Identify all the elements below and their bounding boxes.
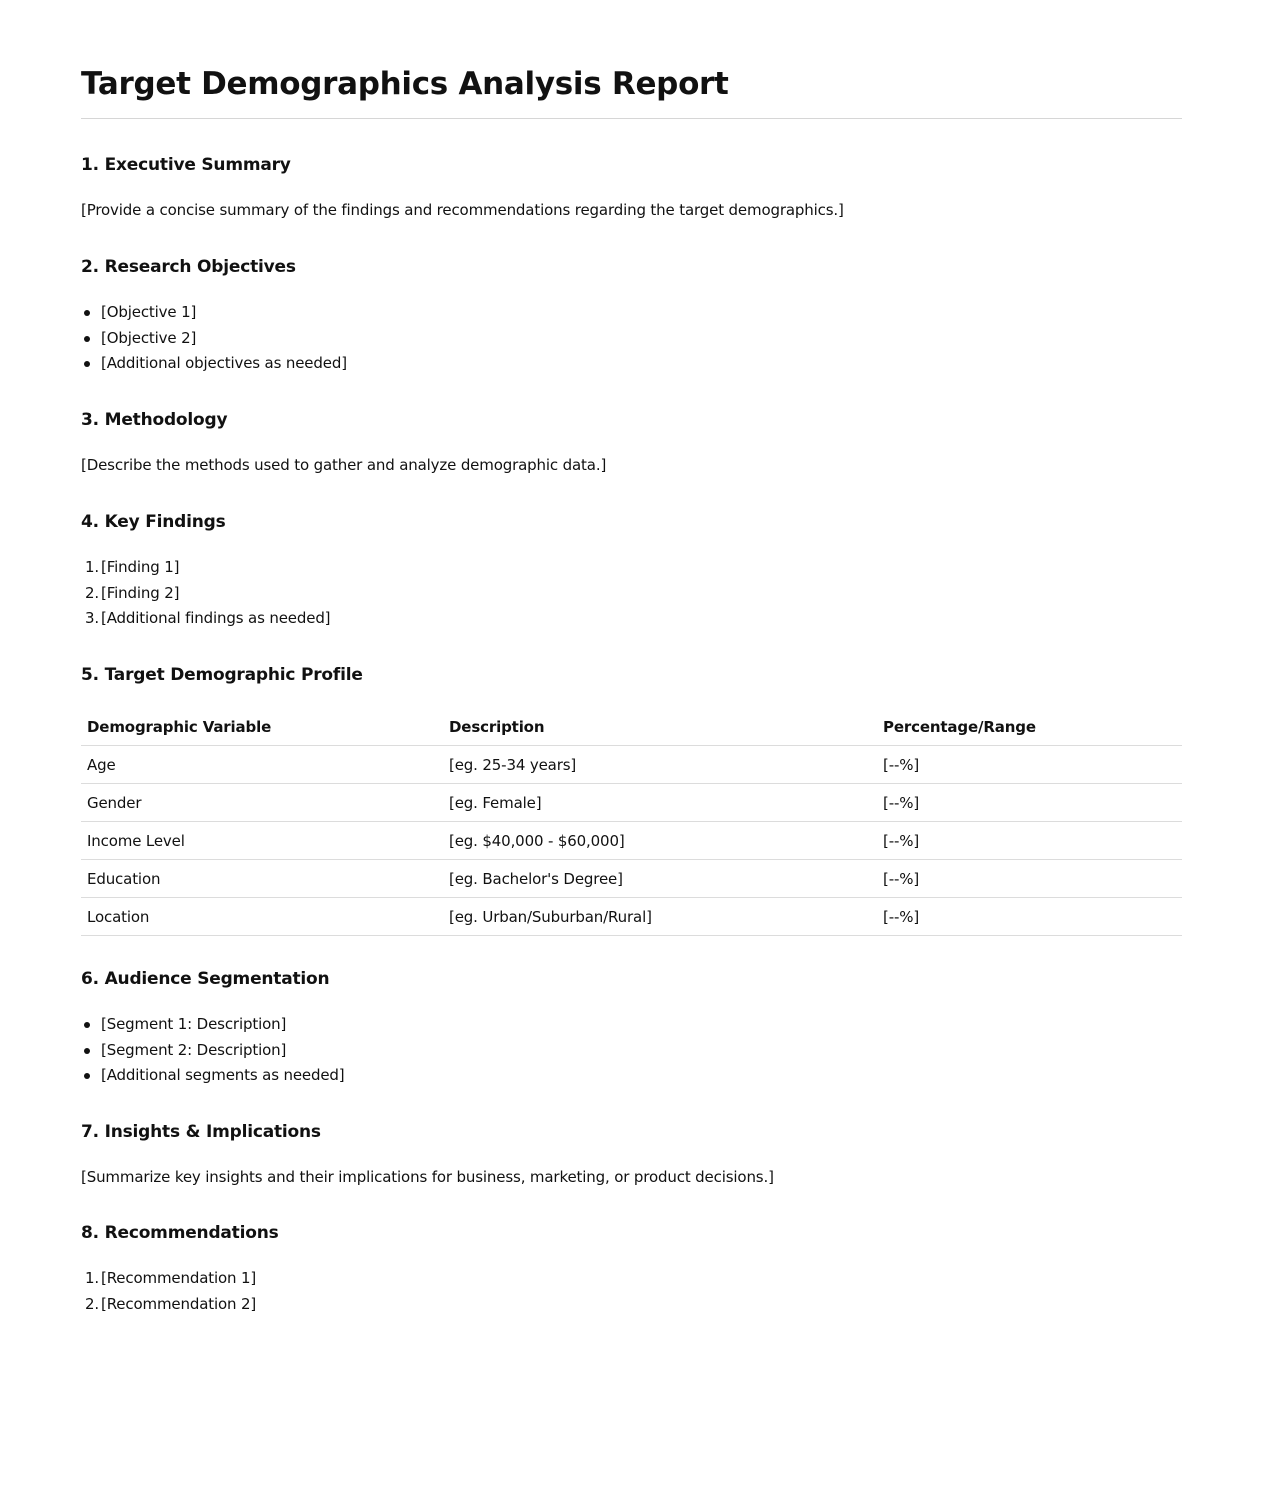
column-header-description: Description <box>443 708 877 746</box>
cell-percentage: [--%] <box>877 860 1182 898</box>
bullet-icon <box>84 310 90 316</box>
list-number: 1. <box>85 1269 100 1287</box>
list-item-text: [Additional segments as needed] <box>101 1066 345 1084</box>
table-row <box>81 860 1182 898</box>
title-divider <box>81 118 1182 119</box>
table-row <box>81 746 1182 784</box>
list-item <box>81 1266 256 1292</box>
list-item-text: [Objective 2] <box>101 328 197 347</box>
list-item-text: [Segment 1: Description] <box>101 1015 287 1033</box>
list-item-text: [Recommendation 2] <box>101 1294 257 1313</box>
list-item-text: [Recommendation 1] <box>101 1269 257 1287</box>
column-header-percentage: Percentage/Range <box>877 708 1182 746</box>
list-item <box>81 326 347 352</box>
section-heading-audience-segmentation: 6. Audience Segmentation <box>81 969 330 989</box>
bullet-icon <box>84 1022 90 1028</box>
cell-percentage: [--%] <box>877 746 1182 784</box>
list-item <box>81 606 330 632</box>
cell-description: [eg. 25-34 years] <box>443 746 877 784</box>
section-heading-research-objectives: 2. Research Objectives <box>81 257 296 277</box>
list-item <box>81 351 347 377</box>
cell-description: [eg. Bachelor's Degree] <box>443 860 877 898</box>
section-heading-insights: 7. Insights & Implications <box>81 1122 321 1142</box>
cell-description: [eg. Female] <box>443 784 877 822</box>
cell-variable: Location <box>81 898 443 936</box>
cell-percentage: [--%] <box>877 898 1182 936</box>
cell-variable: Gender <box>81 784 443 822</box>
column-header-variable: Demographic Variable <box>81 708 443 746</box>
cell-description: [eg. Urban/Suburban/Rural] <box>443 898 877 936</box>
bullet-icon <box>84 1048 90 1054</box>
key-findings-list <box>81 555 330 632</box>
executive-summary-text: [Provide a concise summary of the findings and recommendations regarding the target demographics.] <box>81 201 844 219</box>
bullet-icon <box>84 336 90 342</box>
list-number: 3. <box>85 609 100 627</box>
section-heading-key-findings: 4. Key Findings <box>81 512 226 532</box>
bullet-icon <box>84 1073 90 1079</box>
list-item <box>81 1012 345 1038</box>
list-number: 1. <box>85 558 100 576</box>
section-heading-executive-summary: 1. Executive Summary <box>81 155 291 175</box>
table-row <box>81 784 1182 822</box>
list-item <box>81 555 330 581</box>
bullet-icon <box>84 361 90 367</box>
page-title: Target Demographics Analysis Report <box>81 66 729 102</box>
cell-variable: Income Level <box>81 822 443 860</box>
audience-segmentation-list <box>81 1012 345 1089</box>
section-heading-demographic-profile: 5. Target Demographic Profile <box>81 665 363 685</box>
list-item-text: [Segment 2: Description] <box>101 1040 287 1059</box>
table-row <box>81 822 1182 860</box>
list-item <box>81 1038 345 1064</box>
list-item <box>81 1063 345 1089</box>
list-item-text: [Finding 1] <box>101 558 180 576</box>
list-number: 2. <box>85 1294 100 1313</box>
cell-variable: Education <box>81 860 443 898</box>
recommendations-list <box>81 1266 256 1317</box>
list-item-text: [Finding 2] <box>101 583 180 602</box>
list-number: 2. <box>85 583 100 602</box>
table-header-row <box>81 708 1182 746</box>
demographic-profile-table <box>81 708 1182 936</box>
cell-percentage: [--%] <box>877 784 1182 822</box>
insights-text: [Summarize key insights and their implications for business, marketing, or product decisions.] <box>81 1168 774 1186</box>
section-heading-recommendations: 8. Recommendations <box>81 1223 279 1243</box>
cell-description: [eg. $40,000 - $60,000] <box>443 822 877 860</box>
list-item-text: [Objective 1] <box>101 303 197 321</box>
list-item <box>81 1292 256 1318</box>
list-item-text: [Additional findings as needed] <box>101 609 331 627</box>
list-item-text: [Additional objectives as needed] <box>101 354 347 372</box>
list-item <box>81 300 347 326</box>
cell-variable: Age <box>81 746 443 784</box>
research-objectives-list <box>81 300 347 377</box>
table-row <box>81 898 1182 936</box>
methodology-text: [Describe the methods used to gather and analyze demographic data.] <box>81 456 607 474</box>
cell-percentage: [--%] <box>877 822 1182 860</box>
section-heading-methodology: 3. Methodology <box>81 410 228 430</box>
list-item <box>81 581 330 607</box>
